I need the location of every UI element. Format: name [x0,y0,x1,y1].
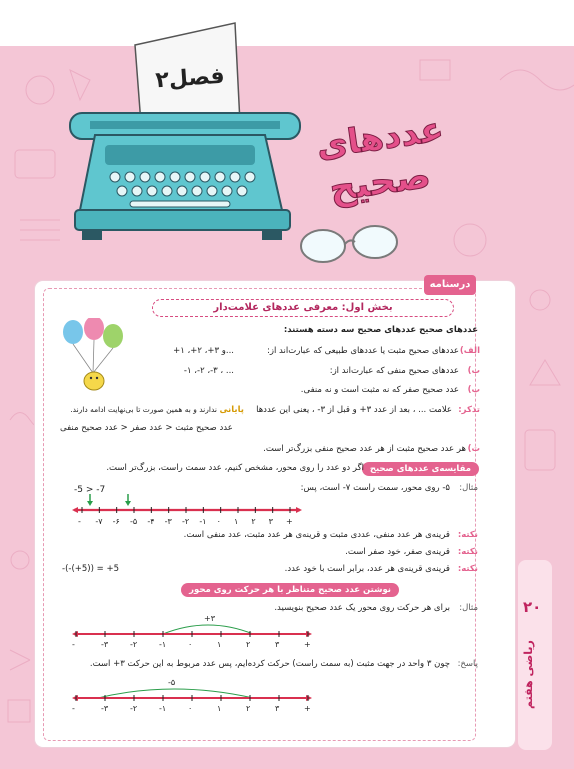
axis-tick-label: + [304,704,311,713]
example1-label: مثال: [459,483,478,493]
axis-tick-label: ۲ [246,704,251,713]
item-b-values: ... ، ۳-، ۲-، ۱- [183,366,234,376]
title-line1: عددهای [313,109,447,167]
number-line-2 [68,612,318,652]
axis-tick-label: -۲ [130,640,138,649]
title-line2: صحیح [326,155,434,210]
axis-tick-label: ۲ [246,640,251,649]
axis-tick-label: -۳ [101,704,109,713]
axis3-move: -۵ [168,678,176,687]
nokte3-label: نکته: [457,564,478,574]
answer-text: چون ۳ واحد در جهت مثبت (به سمت راست) حرکت کرده‌ایم، پس عدد مربوط به این حرکت ۳+ است. [89,659,450,669]
axis2-move: +۳ [204,614,215,623]
axis-tick-label: - [72,704,75,713]
axis-tick-label: ۳ [275,640,280,649]
chapter-label: فصل۲ [154,63,226,94]
axis1-tick-label: - [78,517,81,526]
axis1-tick-label: -۴ [147,517,155,526]
item-a-label: الف) [459,346,480,356]
axis1-tick-label: ۳ [268,517,273,526]
page-number: ۲۰ [523,598,542,616]
axis1-tick-label: -۷ [95,517,103,526]
axis1-tick-label: -۵ [130,517,138,526]
axis-tick-label: -۱ [159,704,167,713]
answer-label: پاسخ: [457,659,478,669]
note1-word: پایانی [219,405,244,415]
intro-text: عددهای صحیح عددهای صحیح سه دسته هستند: [283,325,478,335]
note1-text2: ندارند و به همین صورت تا بی‌نهایت ادامه دارند. [70,405,217,414]
example1-result: -5 > -7 [74,485,106,495]
lesson-tab: درسنامه [424,275,476,295]
axis-tick-label: -۳ [101,640,109,649]
axis-tick-label: -۲ [130,704,138,713]
glasses-illustration [295,218,405,268]
note1-text1: علامت ... ، بعد از عدد ۳+ و قبل از ۳- ، یعنی این عددها [256,405,452,415]
typewriter-illustration [50,5,310,265]
axis-tick-label: - [72,640,75,649]
nokte3-text: قرینه‌ی قرینه‌ی هر عدد، برابر است با خود عدد. [284,564,450,574]
example2-text: برای هر حرکت روی محور یک عدد صحیح بنویسید. [274,603,450,613]
compare-title: مقایسه‌ی عددهای صحیح [362,462,479,476]
axis-tick-label: ۰ [188,704,193,713]
axis1-tick-label: -۱ [199,517,207,526]
balloons-illustration [58,318,128,393]
axis-tick-label: + [304,640,311,649]
axis1-tick-label: ۱ [234,517,239,526]
axis1-tick-label: ۲ [251,517,256,526]
item-b-label: ب) [467,366,480,376]
nokte3-example: -(-(+5)) = +5 [62,564,119,574]
note1-order: عدد صحیح مثبت < عدد صفر < عدد صحیح منفی [60,423,233,433]
item-b-text: عددهای صحیح منفی که عبارت‌اند از: [329,366,459,376]
axis1-tick-label: -۲ [182,517,190,526]
compare-text: اگر دو عدد را روی محور، مشخص کنیم، عدد سمت راست، بزرگ‌تر است. [106,463,364,473]
axis1-tick-label: ۰ [216,517,221,526]
axis-tick-label: ۳ [275,704,280,713]
item-a-values: ...و ۳+، ۲+، ۱+ [173,346,234,356]
example1-text: ۵- روی محور، سمت راست ۷- است، پس: [300,483,450,493]
axis-tick-label: -۱ [159,640,167,649]
note1-label: تذکر: [458,405,480,415]
nokte1-text: قرینه‌ی هر عدد منفی، عددی مثبت و قرینه‌ی هر عدد مثبت، عدد منفی است. [183,530,450,540]
side-label: ریاضی هفتم [522,640,535,710]
axis-tick-label: ۱ [217,640,222,649]
axis1-tick-label: -۶ [112,517,120,526]
nokte2-text: قرینه‌ی صفر، خود صفر است. [345,547,450,557]
item-c-text: عدد صحیح صفر که نه مثبت است و نه منفی. [300,385,459,395]
section-title: بخش اول: معرفی عددهای علامت‌دار [152,299,454,317]
point-d-label: ت) [467,444,480,454]
number-line-3 [68,676,318,716]
motion-title: نوشتن عدد صحیح متناظر با هر حرکت روی محور [181,583,399,597]
item-a-text: عددهای صحیح مثبت یا عددهای طبیعی که عبارت‌اند از: [267,346,459,356]
nokte2-label: نکته: [457,547,478,557]
point-d-text: هر عدد صحیح مثبت از هر عدد صحیح منفی بزرگ‌تر است. [263,444,466,454]
axis-tick-label: ۰ [188,640,193,649]
nokte1-label: نکته: [457,530,478,540]
example2-label: مثال: [459,603,478,613]
axis1-tick-label: + [286,517,293,526]
axis1-tick-label: -۳ [164,517,172,526]
item-c-label: پ) [467,385,480,395]
number-line-1 [68,480,308,530]
axis-tick-label: ۱ [217,704,222,713]
